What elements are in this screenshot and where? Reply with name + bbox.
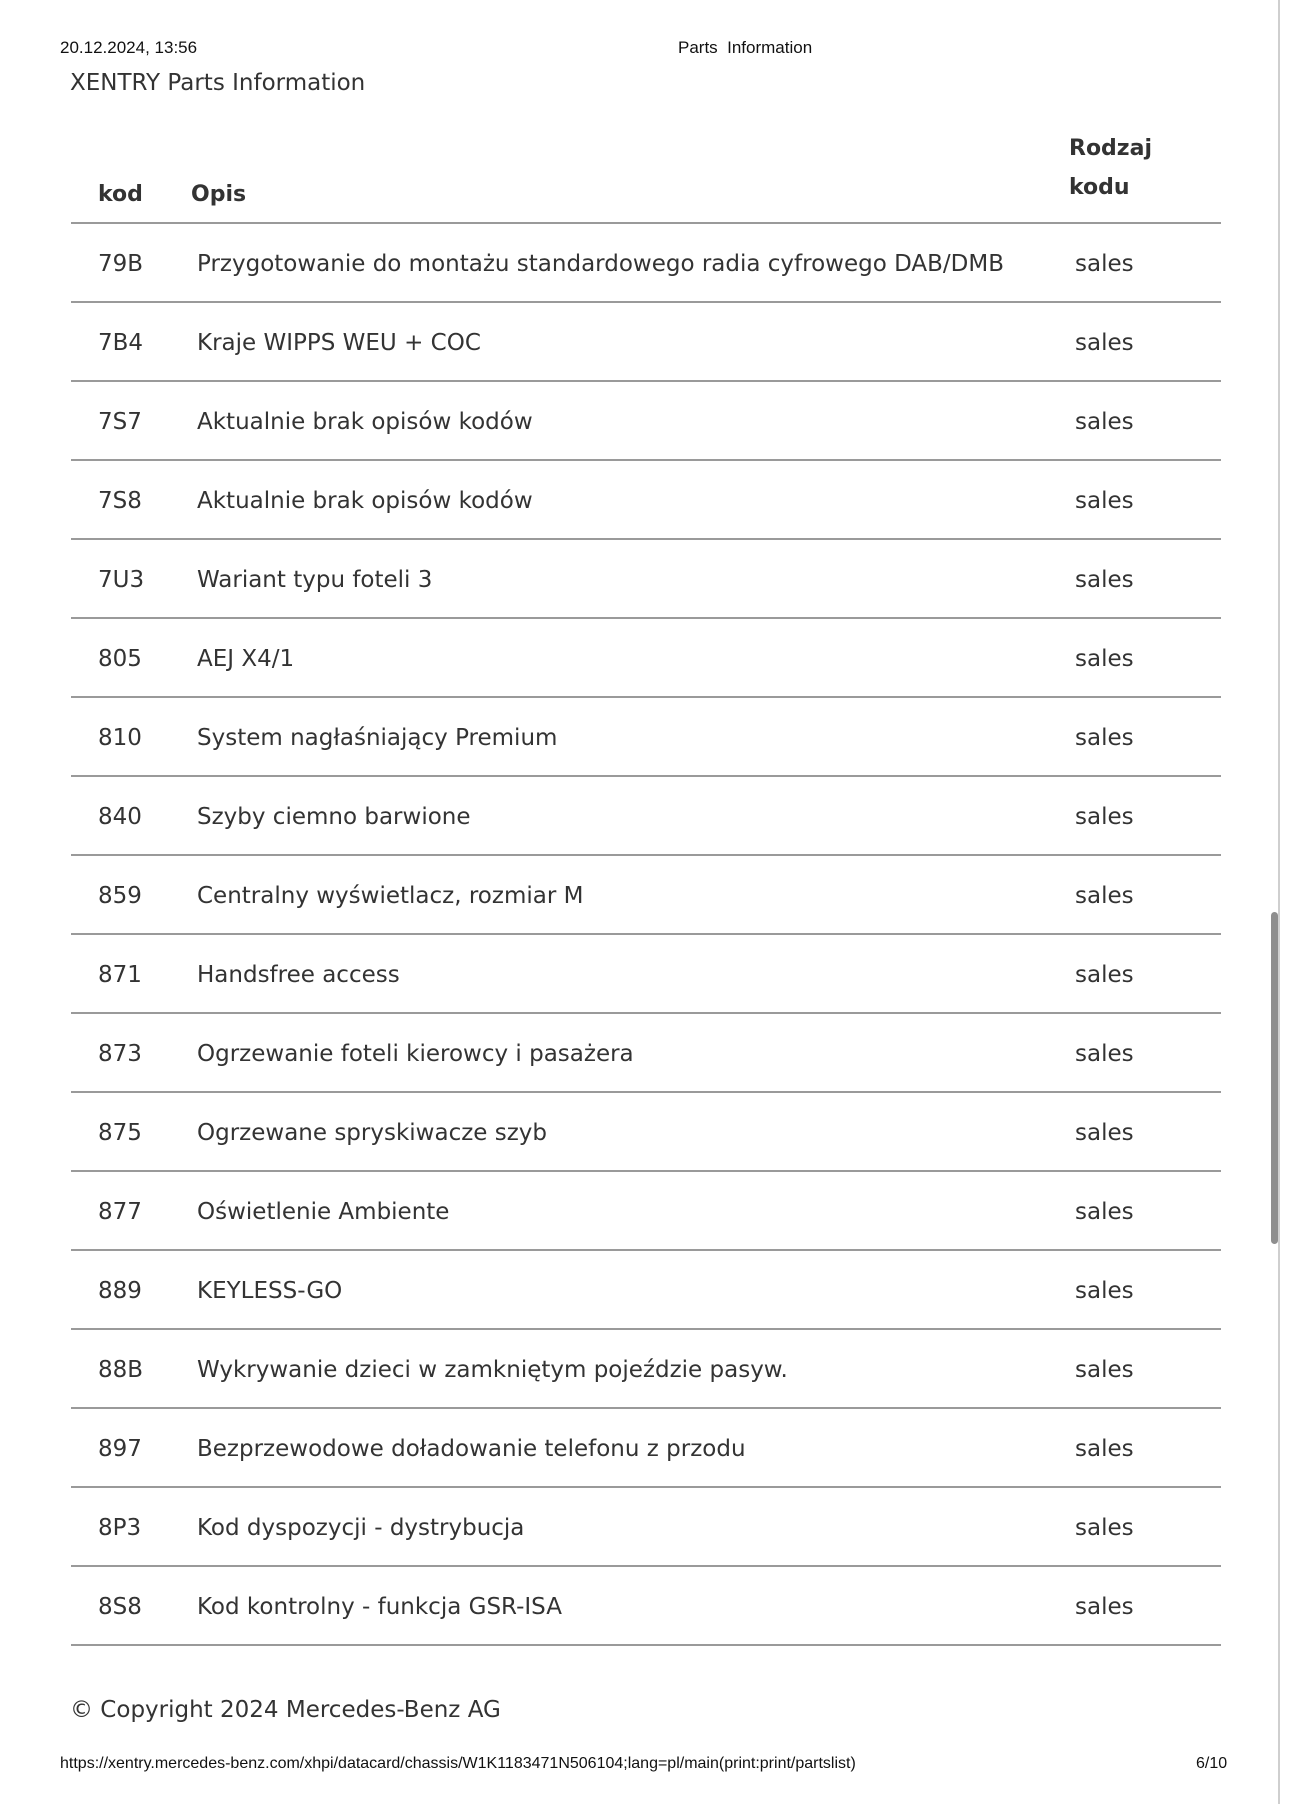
- print-title: Parts Information: [678, 38, 813, 57]
- table-row: [71, 698, 1221, 777]
- scrollbar-thumb[interactable]: [1271, 912, 1278, 1244]
- type-cell: sales: [1075, 646, 1134, 672]
- code-cell: 897: [98, 1436, 142, 1462]
- code-cell: 7U3: [98, 567, 145, 593]
- table-row: [71, 1488, 1221, 1567]
- type-cell: sales: [1075, 1436, 1134, 1462]
- code-cell: 810: [98, 725, 142, 751]
- table-row: [71, 1251, 1221, 1330]
- description-cell: Ogrzewane spryskiwacze szyb: [197, 1120, 548, 1146]
- description-cell: Aktualnie brak opisów kodów: [197, 488, 533, 514]
- type-cell: sales: [1075, 962, 1134, 988]
- description-cell: Aktualnie brak opisów kodów: [197, 409, 533, 435]
- table-row: [71, 777, 1221, 856]
- table-row: [71, 1014, 1221, 1093]
- copyright: © Copyright 2024 Mercedes-Benz AG: [70, 1697, 501, 1723]
- header-type: Rodzaj kodu: [1069, 136, 1152, 200]
- code-cell: 8P3: [98, 1515, 142, 1541]
- code-cell: 7S8: [98, 488, 142, 514]
- description-cell: Bezprzewodowe doładowanie telefonu z przodu: [197, 1436, 746, 1462]
- table-row: [71, 1330, 1221, 1409]
- type-cell: sales: [1075, 804, 1134, 830]
- code-cell: 875: [98, 1120, 142, 1146]
- table-header: [71, 128, 1221, 224]
- code-cell: 871: [98, 962, 142, 988]
- type-cell: sales: [1075, 567, 1134, 593]
- code-cell: 805: [98, 646, 142, 672]
- table-row: [71, 224, 1221, 303]
- type-cell: sales: [1075, 883, 1134, 909]
- table-row: [71, 461, 1221, 540]
- table-row: [71, 935, 1221, 1014]
- code-cell: 7B4: [98, 330, 144, 356]
- type-cell: sales: [1075, 409, 1134, 435]
- header-description: Opis: [191, 182, 247, 207]
- type-cell: sales: [1075, 1357, 1134, 1383]
- description-cell: Kraje WIPPS WEU + COC: [197, 330, 481, 356]
- type-cell: sales: [1075, 1041, 1134, 1067]
- code-cell: 840: [98, 804, 142, 830]
- table-row: [71, 856, 1221, 935]
- table-row: [71, 382, 1221, 461]
- description-cell: System nagłaśniający Premium: [197, 725, 558, 751]
- description-cell: Kod kontrolny - funkcja GSR-ISA: [197, 1594, 562, 1620]
- type-cell: sales: [1075, 1199, 1134, 1225]
- table-row: [71, 1567, 1221, 1646]
- code-cell: 859: [98, 883, 142, 909]
- type-cell: sales: [1075, 488, 1134, 514]
- table-row: [71, 1172, 1221, 1251]
- description-cell: Centralny wyświetlacz, rozmiar M: [197, 883, 584, 909]
- header-code: kod: [98, 182, 143, 207]
- type-cell: sales: [1075, 725, 1134, 751]
- code-cell: 889: [98, 1278, 142, 1304]
- description-cell: Szyby ciemno barwione: [197, 804, 471, 830]
- table-row: [71, 303, 1221, 382]
- description-cell: Wariant typu foteli 3: [197, 567, 433, 593]
- table-row: [71, 540, 1221, 619]
- type-cell: sales: [1075, 1594, 1134, 1620]
- parts-table: [71, 128, 1221, 1646]
- code-cell: 8S8: [98, 1594, 142, 1620]
- description-cell: Wykrywanie dzieci w zamkniętym pojeździe pasyw.: [197, 1357, 788, 1383]
- type-cell: sales: [1075, 1515, 1134, 1541]
- type-cell: sales: [1075, 1120, 1134, 1146]
- table-body: [71, 224, 1221, 1646]
- description-cell: Handsfree access: [197, 962, 400, 988]
- page-number: 6/10: [1196, 1755, 1228, 1772]
- table-row: [71, 1093, 1221, 1172]
- table-row: [71, 1409, 1221, 1488]
- code-cell: 873: [98, 1041, 142, 1067]
- app-title: XENTRY Parts Information: [70, 70, 366, 96]
- type-cell: sales: [1075, 251, 1134, 277]
- description-cell: Ogrzewanie foteli kierowcy i pasażera: [197, 1041, 634, 1067]
- table-row: [71, 619, 1221, 698]
- type-cell: sales: [1075, 1278, 1134, 1304]
- description-cell: Oświetlenie Ambiente: [197, 1199, 450, 1225]
- description-cell: Kod dyspozycji - dystrybucja: [197, 1515, 525, 1541]
- description-cell: AEJ X4/1: [197, 646, 295, 672]
- code-cell: 79B: [98, 251, 144, 277]
- type-cell: sales: [1075, 330, 1134, 356]
- description-cell: Przygotowanie do montażu standardowego radia cyfrowego DAB/DMB: [197, 251, 1005, 277]
- code-cell: 88B: [98, 1357, 144, 1383]
- code-cell: 7S7: [98, 409, 142, 435]
- print-datetime: 20.12.2024, 13:56: [60, 38, 198, 57]
- description-cell: KEYLESS-GO: [197, 1278, 343, 1304]
- code-cell: 877: [98, 1199, 142, 1225]
- print-url: https://xentry.mercedes-benz.com/xhpi/datacard/chassis/W1K1183471N506104;lang=pl/main(print:print/partslist): [60, 1755, 856, 1772]
